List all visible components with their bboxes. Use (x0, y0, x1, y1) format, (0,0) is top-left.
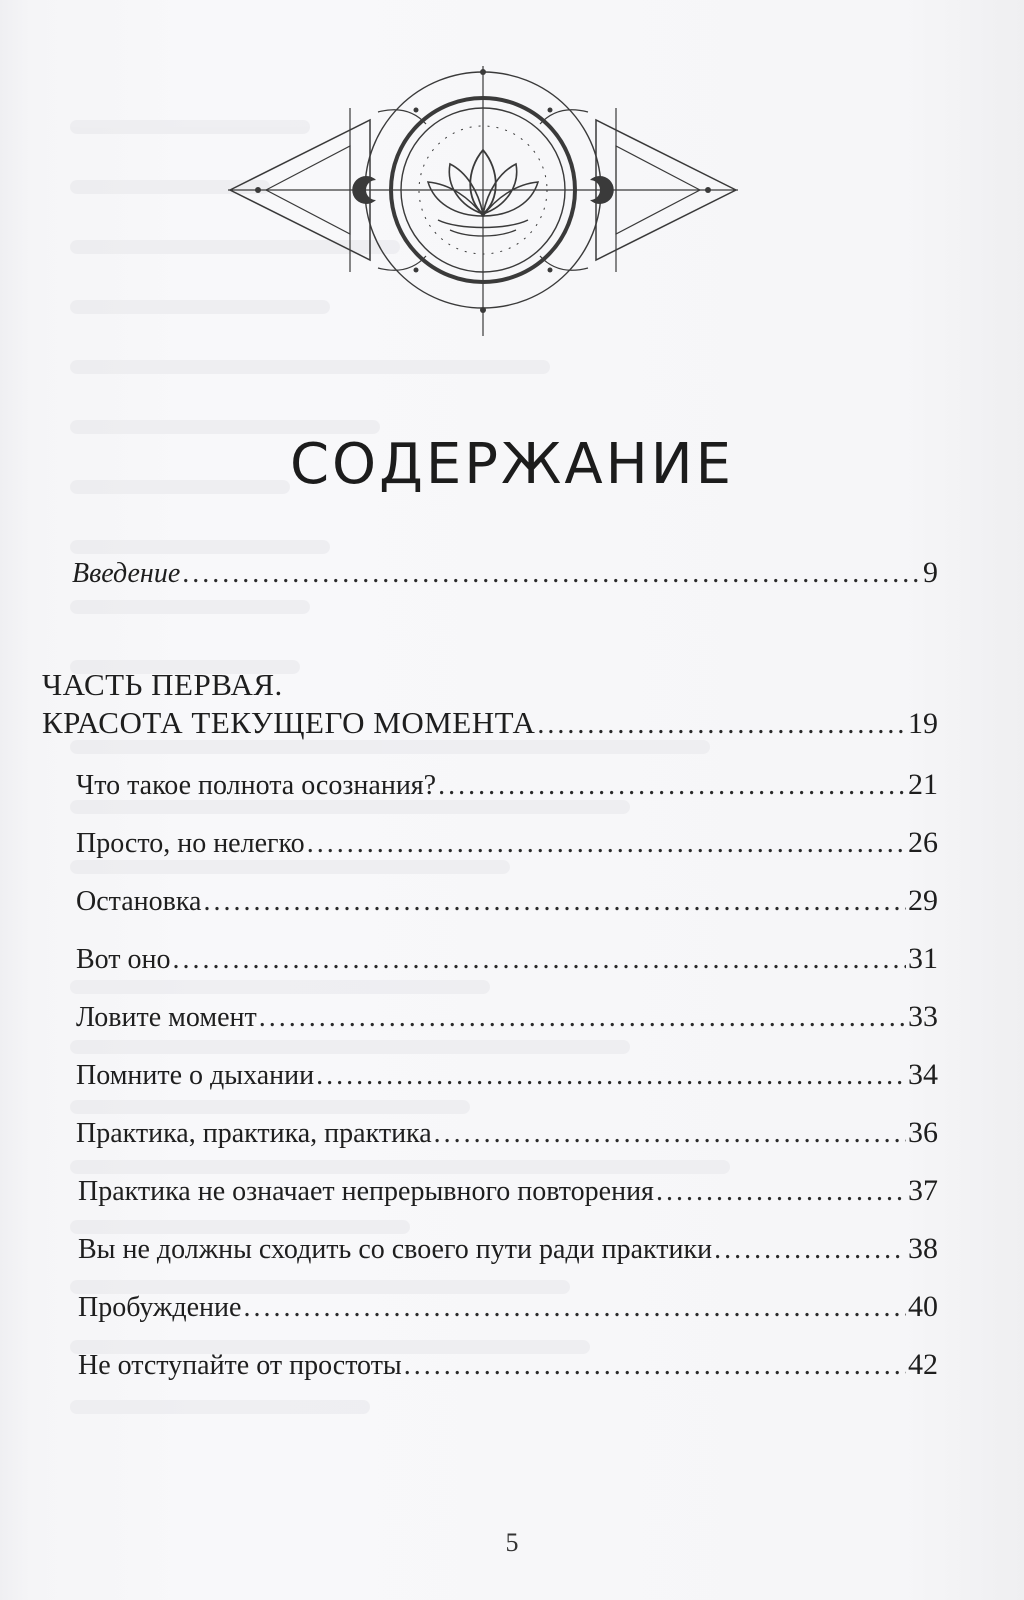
toc-entry-page: 37 (908, 1174, 938, 1207)
toc-entry-label: Практика не означает непрерывного повторения (78, 1176, 654, 1207)
toc-entry-label: Что такое полнота осознания? (76, 770, 437, 801)
toc-entry[interactable] (76, 1000, 938, 1035)
toc-entry-label: Ловите момент (76, 1002, 257, 1033)
toc-entry-page: 26 (908, 826, 938, 859)
toc-entry-page: 42 (908, 1348, 938, 1381)
part-heading-line2: КРАСОТА ТЕКУЩЕГО МОМЕНТА (42, 705, 536, 740)
toc-entry-label: Пробуждение (78, 1292, 242, 1323)
toc-entry-label: Остановка (76, 886, 202, 917)
toc-leader-dots (714, 1233, 906, 1267)
toc-entry-label: Введение (72, 558, 181, 589)
toc-entry-label: Вот оно (76, 944, 171, 975)
toc-entry[interactable] (78, 1290, 938, 1325)
toc-entry-part-one[interactable] (42, 706, 938, 742)
toc-entry-label: Помните о дыхании (76, 1060, 315, 1091)
toc-leader-dots (434, 1117, 906, 1151)
toc-entry[interactable] (76, 1058, 938, 1093)
toc-leader-dots (537, 708, 906, 742)
part-heading-line1: ЧАСТЬ ПЕРВАЯ. (42, 667, 283, 702)
toc-entry-page: 9 (923, 556, 938, 589)
toc-entry[interactable] (76, 1116, 938, 1151)
toc-entry[interactable] (76, 942, 938, 977)
toc-entry-page: 21 (908, 768, 938, 801)
toc-leader-dots (438, 769, 906, 803)
toc-entry-label: Вы не должны сходить со своего пути ради практики (78, 1234, 713, 1265)
toc-entry[interactable] (78, 1232, 938, 1267)
page-number: 5 (505, 1528, 519, 1557)
toc-entry-page: 29 (908, 884, 938, 917)
toc-entry-page: 36 (908, 1116, 938, 1149)
toc-entry-page: 40 (908, 1290, 938, 1323)
toc-entry[interactable] (78, 1348, 938, 1383)
toc-entry-label: Просто, но нелегко (76, 828, 305, 859)
lotus-mandala-icon (228, 64, 738, 344)
toc-leader-dots (404, 1349, 906, 1383)
toc-leader-dots (316, 1059, 906, 1093)
toc-entry[interactable] (76, 884, 938, 919)
page-title: СОДЕРЖАНИЕ (289, 432, 735, 497)
toc-leader-dots (656, 1175, 906, 1209)
toc-leader-dots (173, 943, 906, 977)
toc-leader-dots (243, 1291, 906, 1325)
toc-entry-page: 34 (908, 1058, 938, 1091)
toc-entry[interactable] (76, 768, 938, 803)
toc-entry[interactable] (76, 826, 938, 861)
toc-entry-page: 19 (908, 707, 938, 740)
toc-entry-label: Практика, практика, практика (76, 1118, 432, 1149)
toc-leader-dots (203, 885, 906, 919)
toc-entry-label: Не отступайте от простоты (78, 1350, 402, 1381)
toc-leader-dots (259, 1001, 906, 1035)
toc-entry-page: 31 (908, 942, 938, 975)
toc-entry-intro[interactable] (72, 556, 938, 591)
toc-entry-page: 33 (908, 1000, 938, 1033)
toc-entry-page: 38 (908, 1232, 938, 1265)
toc-leader-dots (307, 827, 906, 861)
toc-leader-dots (182, 557, 921, 591)
toc-entry[interactable] (78, 1174, 938, 1209)
